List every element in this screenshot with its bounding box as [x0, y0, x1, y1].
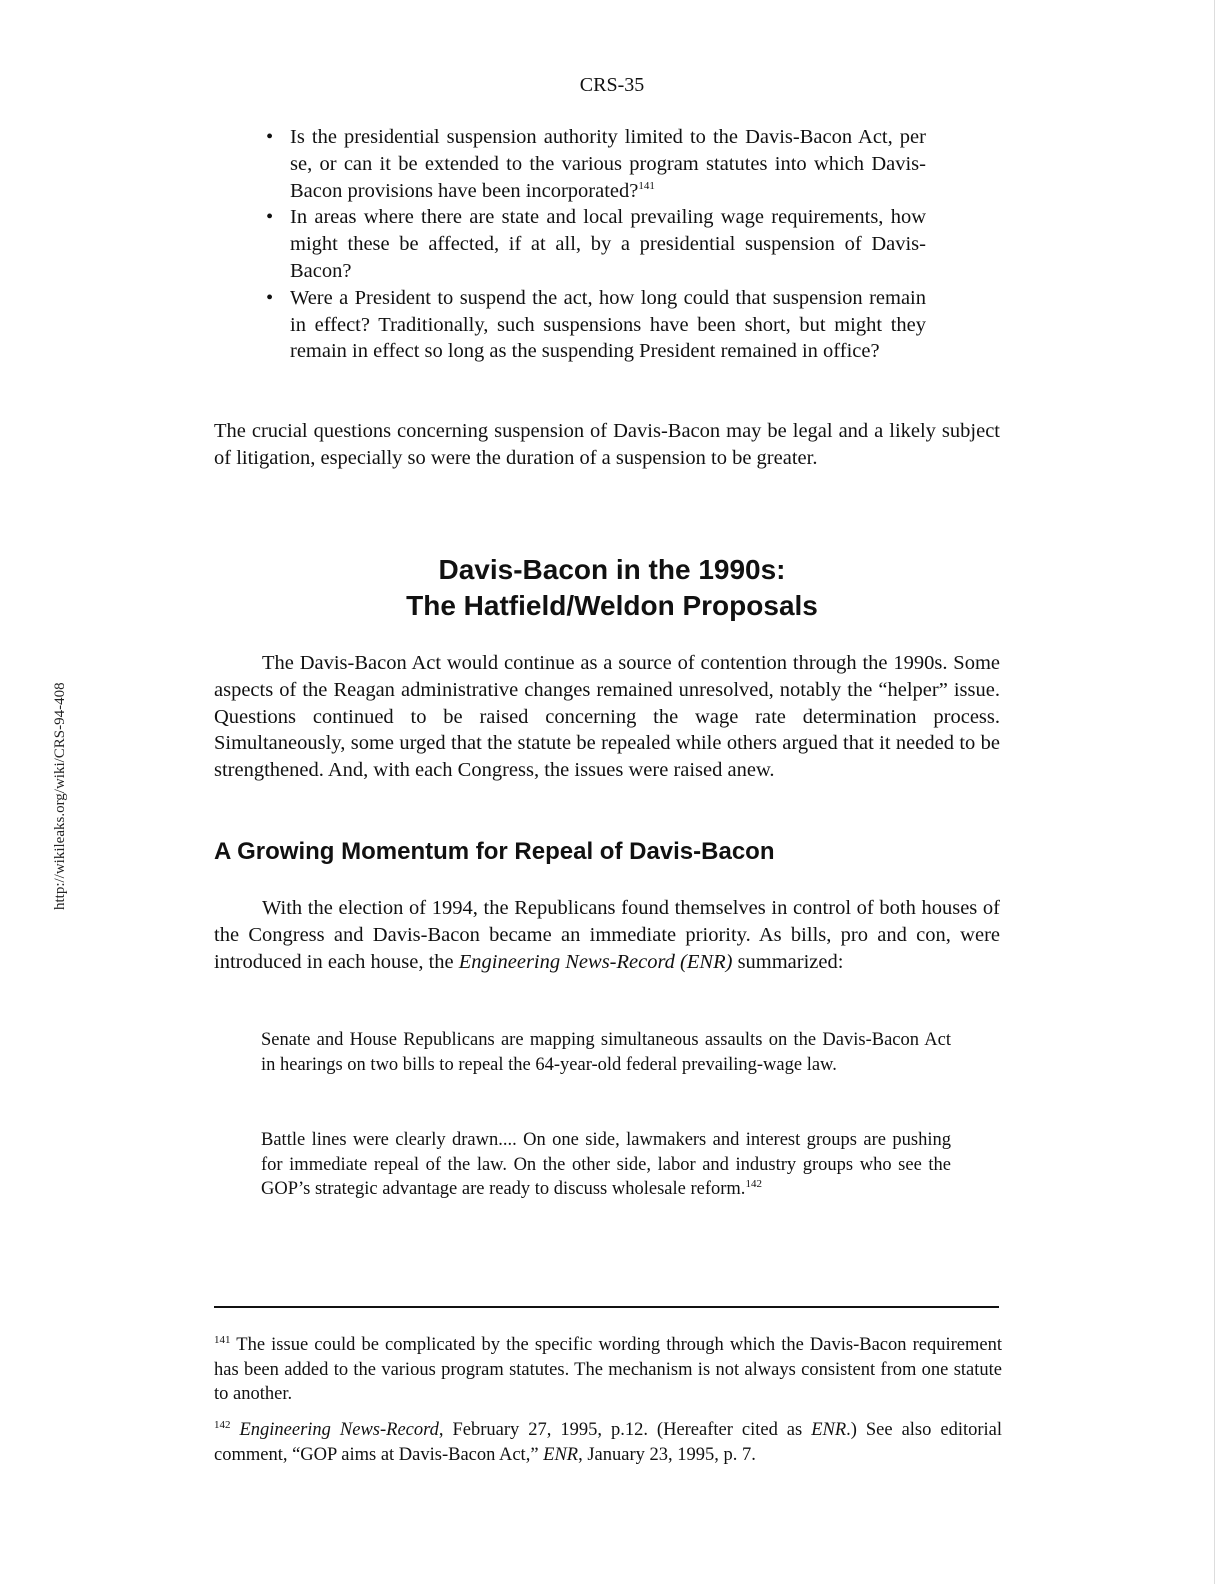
subsection-heading: A Growing Momentum for Repeal of Davis-Bacon	[214, 838, 775, 865]
footnote-ref: 141	[638, 179, 655, 192]
list-item: • Were a President to suspend the act, how long could that suspension remain in effect? Traditionally, such suspensions have been short, but might they remain in effect so long as the suspending President remained in office?	[266, 286, 926, 363]
question-list	[266, 124, 926, 365]
paragraph: With the election of 1994, the Republicans found themselves in control of both houses of the Congress and Davis-Bacon became an immediate priority. As bills, pro and con, were introduced in each house, the Engineering News-Record (ENR) summarized:	[214, 897, 1000, 973]
block-quote: Senate and House Republicans are mapping simultaneous assaults on the Davis-Bacon Act in hearings on two bills to repeal the 64-year-old federal prevailing-wage law.	[261, 1030, 951, 1075]
paragraph: The Davis-Bacon Act would continue as a source of contention through the 1990s. Some aspects of the Reagan administrative changes remained unresolved, notably the “helper” issue. Questions continued to be raised concerning the wage rate determination process. Simultaneously, some urged that the statute be repealed while others argued that it needed to be strengthened. And, with each Congress, the issues were raised anew.	[214, 652, 1000, 782]
list-item: • In areas where there are state and local prevailing wage requirements, how might these be affected, if at all, by a presidential suspension of Davis-Bacon?	[266, 206, 926, 282]
footnote: $^{142}$ Engineering News-Record, February 27, 1995, p.12. (Hereafter cited as ENR.) See also editorial comment, “GOP aims at Davis-Bacon Act,” ENR, January 23, 1995, p. 7.	[214, 1418, 1002, 1465]
block-quote: Battle lines were clearly drawn.... On one side, lawmakers and interest groups are pushing for immediate repeal of the law. On the other side, labor and industry groups who see the GOP’s strategic advantage are ready to discuss wholesale reform.$^{142}$	[261, 1130, 951, 1199]
bullet-icon: •	[266, 206, 274, 229]
section-heading: Davis-Bacon in the 1990s: The Hatfield/Weldon Proposals	[406, 554, 818, 621]
bullet-icon: •	[266, 286, 274, 309]
page-edge	[1214, 0, 1215, 1584]
footnote: $^{141}$ The issue could be complicated by the specific wording through which the Davis-Bacon requirement has been added to the various program statutes. The mechanism is not always consistent from one statute to another.	[214, 1333, 1002, 1404]
paragraph: The crucial questions concerning suspension of Davis-Bacon may be legal and a likely subject of litigation, especially so were the duration of a suspension to be greater.	[214, 420, 1000, 469]
side-url-watermark: http://wikileaks.org/wiki/CRS-94-408	[52, 682, 68, 910]
list-item: • Is the presidential suspension authority limited to the Davis-Bacon Act, per se, or can it be extended to the various program statutes into which Davis-Bacon provisions have been incorporated?$^{141}$	[266, 126, 926, 202]
footnote-ref: 142	[745, 1177, 762, 1190]
footnote-divider	[214, 1306, 999, 1308]
bullet-icon: •	[266, 126, 274, 148]
page-number: CRS-35	[579, 74, 645, 96]
